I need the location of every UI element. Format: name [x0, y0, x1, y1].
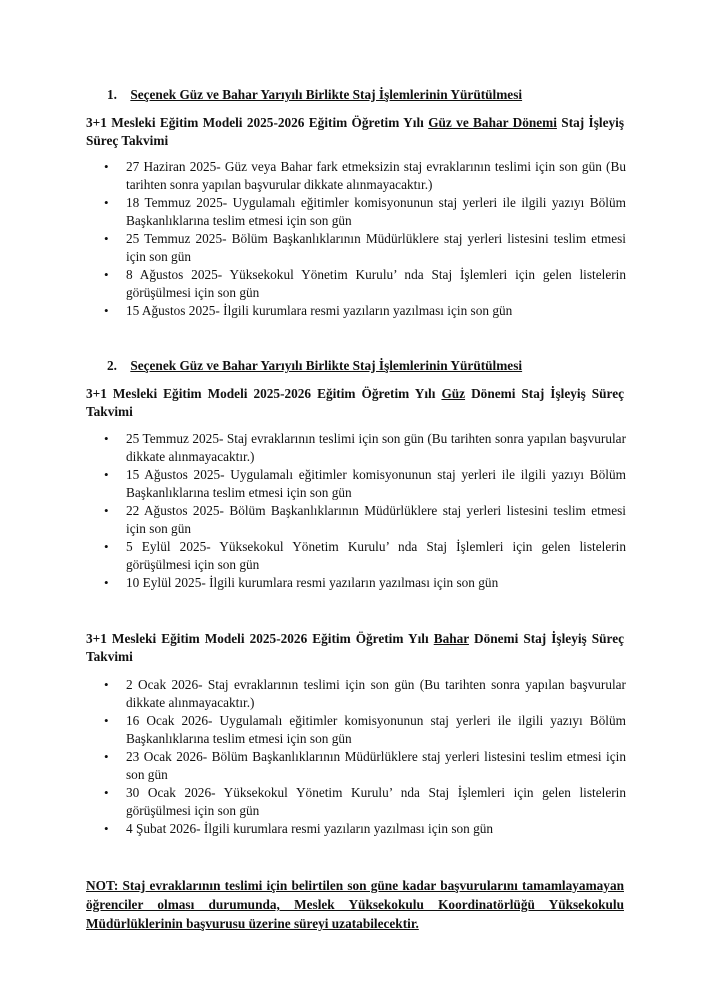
list-item: • 8 Ağustos 2025- Yüksekokul Yönetim Kurulu’ nda Staj İşlemleri için gelen listelerin görüşülmesi için son gün [104, 267, 626, 300]
section-2-number: 2. [107, 358, 117, 373]
bullet-icon: • [104, 159, 109, 174]
list-item: • 25 Temmuz 2025- Staj evraklarının teslimi için son gün (Bu tarihten sonra yapılan başvurular dikkate alınmayacaktır.) [104, 431, 626, 464]
section-2-bahar-list [86, 676, 626, 838]
heading-underlined: Güz ve Bahar Dönemi [428, 115, 557, 130]
bullet-icon: • [104, 821, 109, 836]
bullet-icon: • [104, 749, 109, 764]
bullet-icon: • [104, 575, 109, 590]
bullet-icon: • [104, 195, 109, 210]
bullet-icon: • [104, 677, 109, 692]
section-2-bahar-heading [86, 630, 624, 666]
bullet-icon: • [104, 539, 109, 554]
list-item: • 10 Eylül 2025- İlgili kurumlara resmi yazıların yazılması için son gün [104, 575, 499, 590]
list-item: • 15 Ağustos 2025- Uygulamalı eğitimler komisyonunun staj yerleri ile ilgili yazıyı Bölüm Başkanlıklarına teslim etmesi için son gün [104, 467, 626, 500]
section-1-number: 1. [107, 87, 117, 102]
list-item: • 18 Temmuz 2025- Uygulamalı eğitimler komisyonunun staj yerleri ile ilgili yazıyı Bölüm Başkanlıklarına teslim etmesi için son gün [104, 195, 626, 228]
bullet-icon: • [104, 467, 109, 482]
bullet-icon: • [104, 503, 109, 518]
heading-prefix: 3+1 Mesleki Eğitim Modeli 2025-2026 Eğitim Öğretim Yılı [86, 115, 429, 130]
heading-prefix: 3+1 Mesleki Eğitim Modeli 2025-2026 Eğitim Öğretim Yılı [86, 631, 434, 646]
list-item: • 5 Eylül 2025- Yüksekokul Yönetim Kurulu’ nda Staj İşlemleri için gelen listelerin görüşülmesi için son gün [104, 539, 626, 572]
section-2-guz-heading [86, 385, 624, 421]
list-item: • 16 Ocak 2026- Uygulamalı eğitimler komisyonunun staj yerleri ile ilgili yazıyı Bölüm Başkanlıklarına teslim etmesi için son gün [104, 713, 626, 746]
bullet-icon: • [104, 713, 109, 728]
bullet-icon: • [104, 785, 109, 800]
list-item: • 22 Ağustos 2025- Bölüm Başkanlıklarının Müdürlüklere staj yerleri listesini teslim etmesi için son gün [104, 503, 626, 536]
list-item: • 25 Temmuz 2025- Bölüm Başkanlıklarının Müdürlüklere staj yerleri listesini teslim etmesi için son gün [104, 231, 626, 264]
bullet-icon: • [104, 267, 109, 282]
bullet-icon: • [104, 303, 109, 318]
list-item: • 27 Haziran 2025- Güz veya Bahar fark etmeksizin staj evraklarının teslimi için son gün (Bu tarihten sonra yapılan başvurular dikkate alınmayacaktır.) [104, 159, 626, 192]
list-item: • 2 Ocak 2026- Staj evraklarının teslimi için son gün (Bu tarihten sonra yapılan başvurular dikkate alınmayacaktır.) [104, 677, 626, 710]
list-item: • 30 Ocak 2026- Yüksekokul Yönetim Kurulu’ nda Staj İşlemleri için gelen listelerin görüşülmesi için son gün [104, 785, 626, 818]
section-1-heading [86, 114, 624, 150]
heading-suffix: Dönemi Staj İşleyiş Süreç Takvimi [86, 631, 624, 664]
heading-suffix: Staj İşleyiş Süreç Takvimi [86, 115, 624, 148]
section-2-guz-list [86, 430, 626, 592]
section-1-title [107, 86, 647, 103]
note-paragraph: NOT: Staj evraklarının teslimi için belirtilen son güne kadar başvurularını tamamlayamayan öğrenciler olması durumunda, Meslek Yüksekokulu Koordinatörlüğü Yüksekokulu Müdürlüklerinin başvurusu üzerine süreyi uzatabilecektir. [86, 878, 624, 931]
section-1-list [86, 158, 626, 320]
heading-suffix: Dönemi Staj İşleyiş Süreç Takvimi [86, 386, 625, 419]
list-item: • 15 Ağustos 2025- İlgili kurumlara resmi yazıların yazılması için son gün [104, 303, 513, 318]
bullet-icon: • [104, 431, 109, 446]
heading-underlined: Güz [441, 386, 466, 401]
heading-prefix: 3+1 Mesleki Eğitim Modeli 2025-2026 Eğitim Öğretim Yılı [86, 386, 442, 401]
heading-underlined: Bahar [433, 631, 469, 646]
section-2-title [107, 357, 647, 374]
section-2-title-text: Seçenek Güz ve Bahar Yarıyılı Birlikte Staj İşlemlerinin Yürütülmesi [130, 358, 523, 373]
list-item: • 23 Ocak 2026- Bölüm Başkanlıklarının Müdürlüklere staj yerleri listesini teslim etmesi için son gün [104, 749, 626, 782]
section-1-title-text: Seçenek Güz ve Bahar Yarıyılı Birlikte Staj İşlemlerinin Yürütülmesi [130, 87, 523, 102]
list-item: • 4 Şubat 2026- İlgili kurumlara resmi yazıların yazılması için son gün [104, 821, 494, 836]
bullet-icon: • [104, 231, 109, 246]
